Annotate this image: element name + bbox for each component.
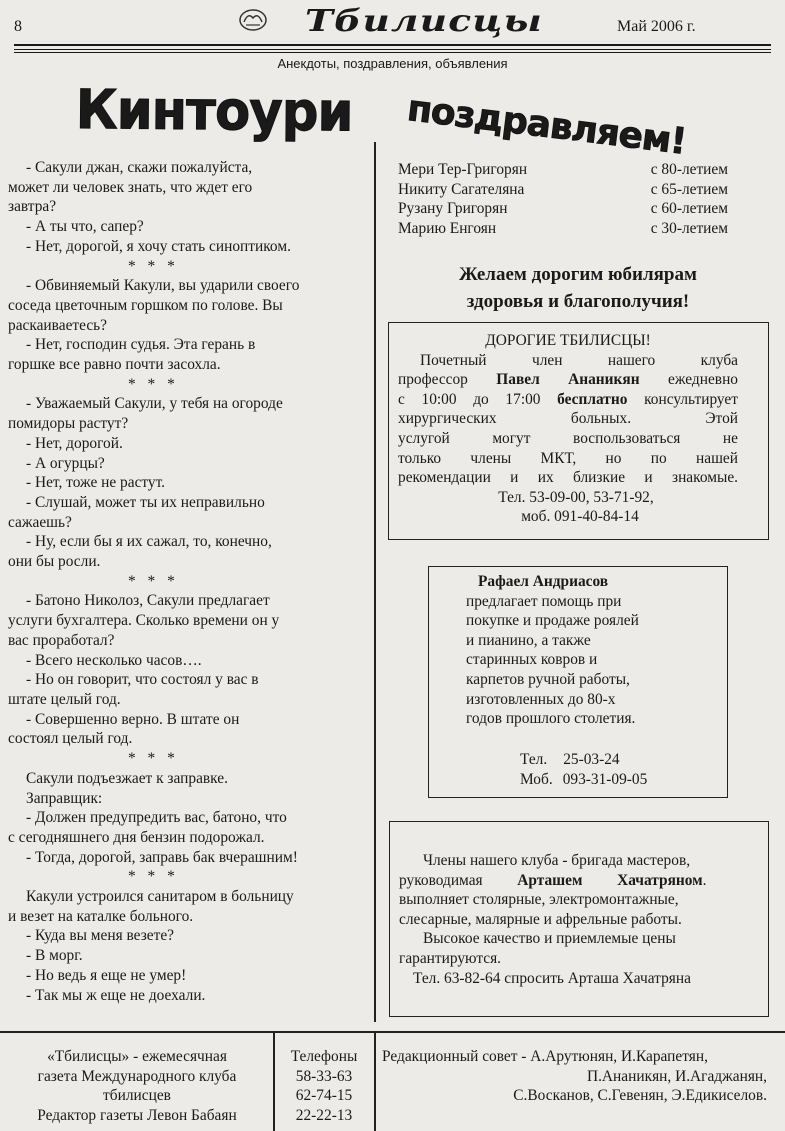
- wishes-line: Желаем дорогим юбилярам: [459, 264, 697, 285]
- celebrant-anniversary: с 60-летием: [650, 200, 728, 218]
- phone-row: Тел. 25-03-24: [520, 751, 620, 768]
- joke-line: - Но он говорит, что состоял у вас в: [26, 671, 259, 689]
- club-logo-icon: [238, 8, 268, 32]
- joke-line: - Сакули джан, скажи пожалуйста,: [26, 159, 253, 176]
- imprint-line: тбилисцев: [103, 1087, 171, 1105]
- celebrants-list: [398, 160, 728, 239]
- celebrant-name: Никиту Сагателяна: [398, 180, 525, 198]
- joke-line: раскаиваетесь?: [8, 316, 108, 334]
- joke-line: - Нет, тоже не растут.: [26, 474, 166, 492]
- notice-line: Почетный член нашего клуба: [420, 351, 738, 369]
- phone-number: 62-74-15: [295, 1087, 353, 1105]
- ad-line: Члены нашего клуба - бригада мастеров,: [423, 852, 691, 869]
- doctor-name: Павел Ананикян: [496, 371, 640, 389]
- notice-line: хирургических больных. Этой: [398, 410, 738, 428]
- free-label: бесплатно: [557, 390, 628, 408]
- piano-ad-line: и пианино, а также: [466, 631, 591, 649]
- column-divider: [374, 142, 376, 1022]
- congratulations-headline: поздравляем!: [405, 88, 689, 163]
- celebrant-anniversary: с 30-летием: [650, 220, 728, 238]
- joke-line: Сакули подъезжает к заправке.: [26, 769, 228, 787]
- celebrant-anniversary: с 80-летием: [650, 161, 728, 178]
- joke-line: - Должен предупредить вас, батоно, что: [26, 809, 287, 827]
- notice-line: услугой могут воспользоваться не: [398, 429, 738, 447]
- joke-separator: * * *: [128, 572, 179, 590]
- piano-ad-line: предлагает помощь при: [466, 592, 622, 610]
- phones-label: Телефоны: [290, 1048, 358, 1065]
- joke-line: - Нет, дорогой.: [26, 434, 123, 452]
- footer-divider-right: [374, 1031, 376, 1131]
- joke-line: Какули устроился санитаром в больницу: [26, 888, 294, 906]
- joke-line: - Так мы ж еще не доехали.: [26, 986, 206, 1004]
- joke-line: - А огурцы?: [26, 454, 105, 472]
- joke-separator: * * *: [128, 257, 179, 275]
- notice-line: только члены МКТ, но по нашей: [398, 449, 738, 467]
- joke-line: они бы росли.: [8, 553, 101, 571]
- joke-line: сажаешь?: [8, 513, 72, 531]
- celebrant-name: Марию Енгоян: [398, 220, 497, 238]
- doctor-notice-title: ДОРОГИЕ ТБИЛИСЦЫ!: [485, 332, 651, 349]
- advertiser-name: Рафаел Андриасов: [478, 573, 609, 590]
- joke-line: - В морг.: [26, 947, 83, 965]
- masthead-title: Тбилисцы: [305, 4, 544, 39]
- ad-line: Высокое качество и приемлемые цены: [423, 930, 676, 948]
- ad-line: руководимая Арташем Хачатряном.: [399, 871, 707, 889]
- piano-ad-line: карпетов ручной работы,: [466, 670, 630, 688]
- notice-line: с 10:00 до 17:00 бесплатно консультирует: [398, 390, 738, 408]
- page-number: 8: [14, 18, 22, 35]
- board-line: С.Восканов, С.Гевенян, Э.Едикиселов.: [513, 1087, 767, 1105]
- phone-number: 22-22-13: [295, 1106, 353, 1124]
- piano-ad-line: старинных ковров и: [466, 651, 598, 669]
- joke-line: штате целый год.: [8, 690, 121, 708]
- header-rule-middle: [14, 49, 771, 50]
- celebrant-row: [398, 160, 728, 180]
- footer-divider-left: [273, 1031, 275, 1131]
- celebrant-row: [398, 219, 728, 239]
- imprint-line: «Тбилисцы» - ежемесячная: [47, 1048, 227, 1065]
- joke-line: - Нет, дорогой, я хочу стать синоптиком.: [26, 237, 291, 255]
- editorial-board: [382, 1047, 767, 1106]
- craftsmen-ad-content: [399, 851, 759, 988]
- celebrant-name: Рузану Григорян: [398, 200, 508, 218]
- celebrant-row: [398, 180, 728, 200]
- joke-line: - А ты что, сапер?: [26, 218, 144, 236]
- joke-line: помидоры растут?: [8, 415, 129, 433]
- joke-line: может ли человек знать, что ждет его: [8, 178, 253, 196]
- mobile-row: Моб. 093-31-09-05: [520, 770, 648, 788]
- piano-ad-line: годов прошлого столетия.: [466, 710, 636, 728]
- joke-line: вас проработал?: [8, 631, 115, 649]
- jokes-column: [8, 158, 360, 1005]
- joke-line: - Совершенно верно. В штате он: [26, 710, 240, 728]
- celebrant-row: [398, 199, 728, 219]
- ad-line: выполняет столярные, электромонтажные,: [399, 891, 679, 909]
- joke-line: завтра?: [8, 198, 57, 216]
- celebrant-anniversary: с 65-летием: [650, 180, 728, 198]
- board-line: П.Ананикян, И.Агаджанян,: [586, 1067, 767, 1085]
- joke-line: горшке все равно почти засохла.: [8, 356, 221, 374]
- doctor-notice-content: [398, 331, 738, 527]
- imprint-line: газета Международного клуба: [37, 1067, 237, 1085]
- joke-separator: * * *: [128, 750, 179, 768]
- notice-mobile: моб. 091-40-84-14: [521, 508, 639, 526]
- joke-line: с сегодняшнего дня бензин подорожал.: [8, 828, 265, 846]
- joke-line: - Но ведь я еще не умер!: [26, 966, 187, 984]
- joke-line: - Ну, если бы я их сажал, то, конечно,: [26, 533, 272, 551]
- foreman-name: Арташем Хачатряном: [517, 871, 703, 889]
- notice-phones: Тел. 53-09-00, 53-71-92,: [498, 488, 654, 506]
- joke-line: соседа цветочным горшком по голове. Вы: [8, 296, 283, 314]
- joke-line: - Уважаемый Сакули, у тебя на огороде: [26, 395, 283, 413]
- ad-line: Тел. 63-82-64 спросить Арташа Хачатряна: [413, 969, 691, 987]
- joke-line: - Обвиняемый Какули, вы ударили своего: [26, 277, 300, 295]
- joke-separator: * * *: [128, 375, 179, 393]
- ad-line: гарантируются.: [399, 949, 502, 967]
- joke-separator: * * *: [128, 868, 179, 886]
- issue-date: Май 2006 г.: [617, 18, 696, 35]
- ad-line: слесарные, малярные и афрельные работы.: [399, 910, 682, 928]
- notice-line: рекомендации и их близкие и знакомые.: [398, 469, 738, 487]
- imprint-line: Редактор газеты Левон Бабаян: [37, 1106, 237, 1124]
- joke-line: Заправщик:: [26, 789, 103, 807]
- footer-phones: [279, 1047, 369, 1125]
- joke-line: - Тогда, дорогой, заправь бак вчерашним!: [26, 848, 298, 866]
- joke-line: - Нет, господин судья. Эта герань в: [26, 336, 256, 354]
- joke-line: услуги бухгалтера. Сколько времени он у: [8, 612, 280, 630]
- joke-line: - Куда вы меня везете?: [26, 927, 174, 945]
- header-rule-top: [14, 44, 771, 46]
- joke-line: - Батоно Николоз, Сакули предлагает: [26, 592, 270, 610]
- joke-line: состоял целый год.: [8, 730, 133, 748]
- piano-ad-line: покупке и продаже роялей: [466, 612, 639, 630]
- birthday-wishes: [382, 261, 774, 315]
- wishes-line: здоровья и благополучия!: [466, 291, 690, 312]
- jokes-headline: Кинтоури: [75, 78, 353, 144]
- piano-ad-content: [466, 572, 639, 729]
- piano-ad-line: изготовленных до 80-х: [466, 690, 616, 708]
- footer-imprint: [6, 1047, 268, 1125]
- phone-number: 58-33-63: [295, 1067, 353, 1085]
- joke-line: - Слушай, может ты их неправильно: [26, 493, 265, 511]
- celebrant-name: Мери Тер-Григорян: [398, 161, 528, 178]
- board-line: Редакционный совет - А.Арутюнян, И.Карапетян,: [382, 1048, 708, 1065]
- notice-line: профессор Павел Ананикян ежедневно: [398, 371, 738, 389]
- piano-ad-phones: [520, 750, 647, 789]
- joke-line: - Всего несколько часов….: [26, 651, 202, 669]
- footer-rule: [0, 1031, 785, 1033]
- section-label: Анекдоты, поздравления, объявления: [277, 56, 508, 71]
- joke-line: и везет на каталке больного.: [8, 907, 194, 925]
- header-rule-bottom: [14, 52, 771, 53]
